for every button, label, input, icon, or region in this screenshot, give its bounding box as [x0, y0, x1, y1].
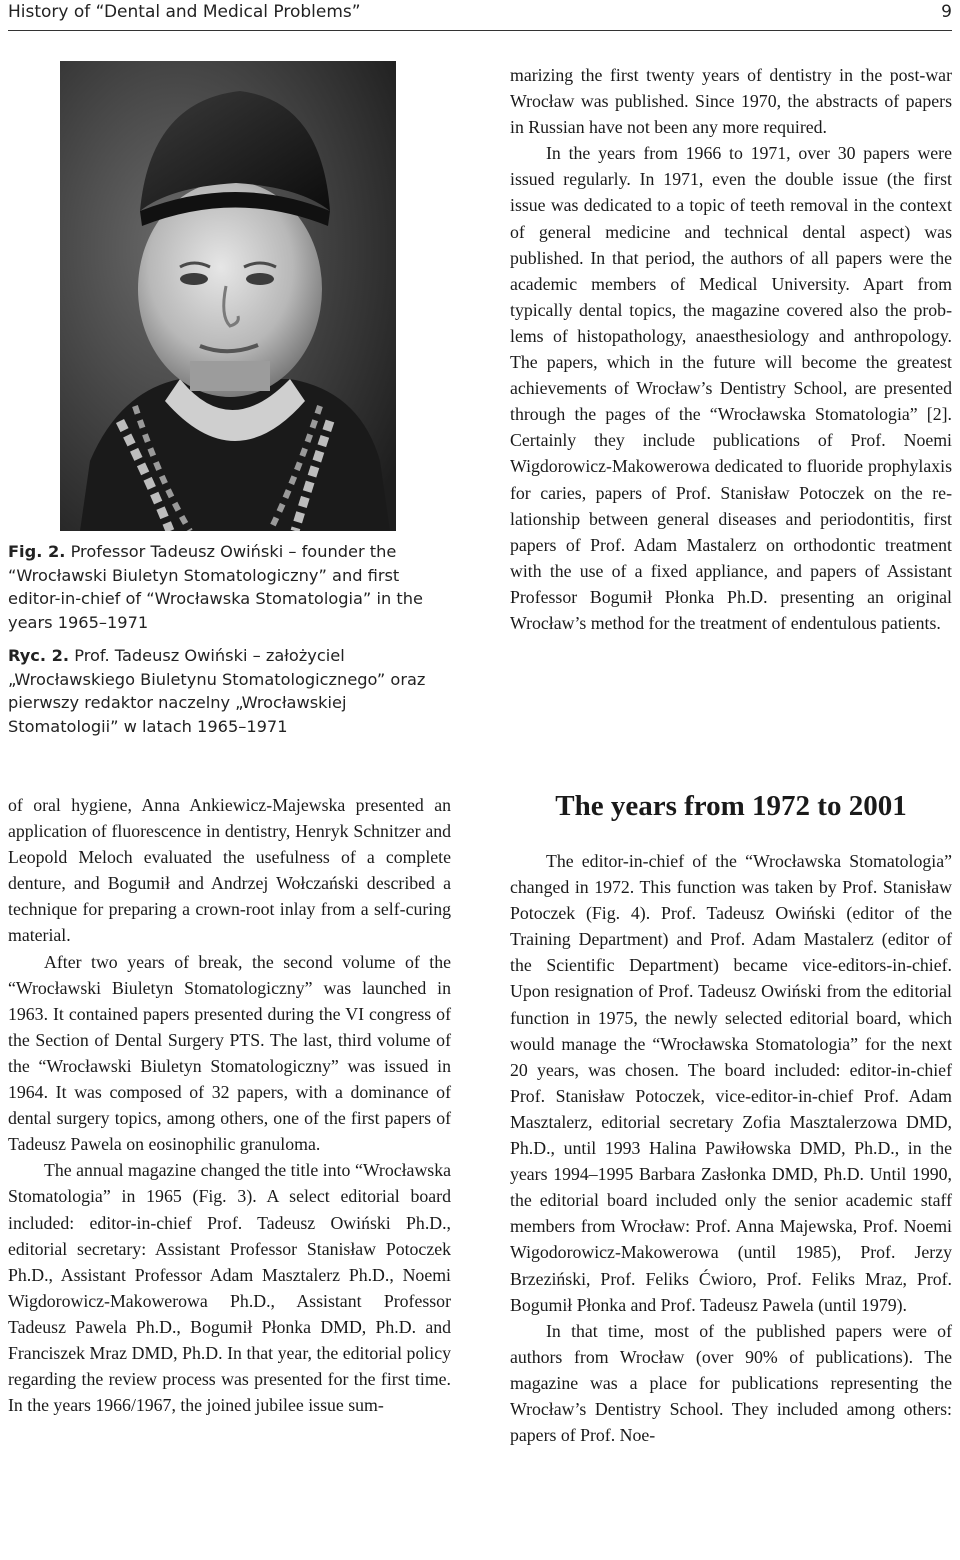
figure-caption-en: [8, 540, 448, 634]
figure-caption-text: Professor Tadeusz Owiński – founder the “Wrocławski Biuletyn Stomatologiczny” and first editor-in-chief of “Wrocławska Stomatologia” in the years 1965–1971: [8, 542, 423, 632]
figure-caption-text-pl: Prof. Tadeusz Owiński – założyciel „Wrocławskiego Biuletynu Stomatologicznego” oraz pierwszy redaktor naczelny „Wrocławskiej Stomatologii” w latach 1965–1971: [8, 646, 426, 736]
paragraph: The annual magazine changed the title into “Wrocławska Stomatologia” in 1965 (Fig. 3). A select editorial board included: editor-in-chief Prof. Tadeusz Owiński Ph.D., editorial secretary: Assistant Professor Stanisław Potoczek Ph.D., Assistant Professor Adam Masztalerz Ph.D., Noemi Wigdorowicz-Makowerowa Ph.D., Assistant Professor Tadeusz Pawela Ph.D., Bogumił Płonka DMD, Ph.D. and Franciszek Mraz DMD, Ph.D. In that year, the editorial policy regarding the review process was presented for the first time. In the years 1966/1967, the joined jubilee issue sum-: [8, 1160, 451, 1416]
left-column-bottom: [8, 792, 451, 1418]
paragraph: After two years of break, the second volume of the “Wrocławski Biuletyn Stomatologiczny” was launched in 1963. It contained papers presented during the VI congress of the Section of Dental Surgery PTS. The last, third volume of the “Wrocławski Biuletyn Stomatologiczny” was issued in 1964. It was composed of 32 papers, with a dominance of dental surgery topics, among others, one of the first papers of Tadeusz Pawela on eosinophilic granuloma.: [8, 951, 451, 1155]
page-header: [0, 0, 960, 30]
portrait-illustration: [60, 61, 396, 531]
header-rule: [8, 30, 952, 31]
right-column-top: [510, 62, 952, 636]
paragraph: In the years from 1966 to 1971, over 30 papers were issued regularly. In 1971, even the double issue (the first issue was dedicated to a topic of teeth removal in the context of general medicine and technical dental aspect) was published. In that period, the authors of all papers were the academic members of Medical University. Apart from typically dental topics, the magazine covered also the problems of histopathology, anaesthesiology and anthropology. The papers, which in the future will become the greatest achievements of Wrocław’s Dentistry School, are presented through the pages of the “Wrocławska Stomatologia” [2]. Certainly they include publications of Prof. Noemi Wigdorowicz-Makowerowa dedicated to fluoride prophylaxis for caries, papers of Prof. Stanisław Potoczek on the relationship between general diseases and periodontitis, first papers of Prof. Adam Mastalerz on orthodontic treatment with the use of a fixed appliance, and papers of Assistant Professor Bogumił Płonka Ph.D. presenting an original Wrocław’s method for the treatment of endentulous patients.: [510, 143, 952, 633]
paragraph: The editor-in-chief of the “Wrocławska Stomatologia” changed in 1972. This function was taken by Prof. Stanisław Potoczek (Fig. 4). Prof. Tadeusz Owiński (editor of the Training Department) and Prof. Adam Mastalerz (editor of the Scientific Department) became vice-editors-in-chief. Upon resignation of Prof. Tadeusz Owiński from the editorial function in 1975, the newly selected editorial board, which would manage the “Wrocławska Stomatologia” for the next 20 years, was chosen. The board included: editor-in-chief Prof. Stanisław Potoczek, vice-editor-in-chief Prof. Adam Masztalerz, editorial secretary Zofia Masztalerzowa DMD, Ph.D., until 1993 Halina Pawiłowska DMD, Ph.D., in the years 1994–1995 Barbara Zasłonka DMD, Ph.D. Until 1990, the editorial board included only the senior academic staff members from Wrocław: Prof. Anna Majewska, Prof. Noemi Wigodorowicz-Makowerowa (until 1985), Prof. Jerzy Brzeziński, Prof. Feliks Ćwioro, Prof. Feliks Mraz, Prof. Bogumił Płonka and Prof. Tadeusz Pawela (until 1979).: [510, 851, 952, 1315]
page-number: 9: [941, 2, 952, 22]
paragraph: of oral hygiene, Anna Ankiewicz-Majewska presented an application of fluorescence in dentistry, Henryk Schnitzer and Leopold Meloch evaluated the usefulness of a complete denture, and Bogumił and Andrzej Wołczański described a technique for preparing a crown-root inlay from a self-curing material.: [8, 795, 451, 946]
running-title: History of “Dental and Medical Problems”: [8, 2, 361, 22]
paragraph: marizing the first twenty years of dentistry in the post-war Wrocław was published. Since 1970, the abstracts of papers in Russian have not been any more required.: [510, 65, 952, 138]
paragraph: In that time, most of the published papers were of authors from Wrocław (over 90% of publications). The magazine was a place for publications representing the Wrocław’s Dentistry School. They included among others: papers of Prof. Noe-: [510, 1320, 952, 1446]
figure-label-pl: Ryc. 2.: [8, 646, 70, 665]
right-column-bottom: [510, 848, 952, 1448]
portrait-photo: [60, 61, 396, 531]
section-heading: The years from 1972 to 2001: [555, 790, 907, 822]
figure-label: Fig. 2.: [8, 542, 66, 561]
figure-caption-pl: [8, 644, 448, 738]
